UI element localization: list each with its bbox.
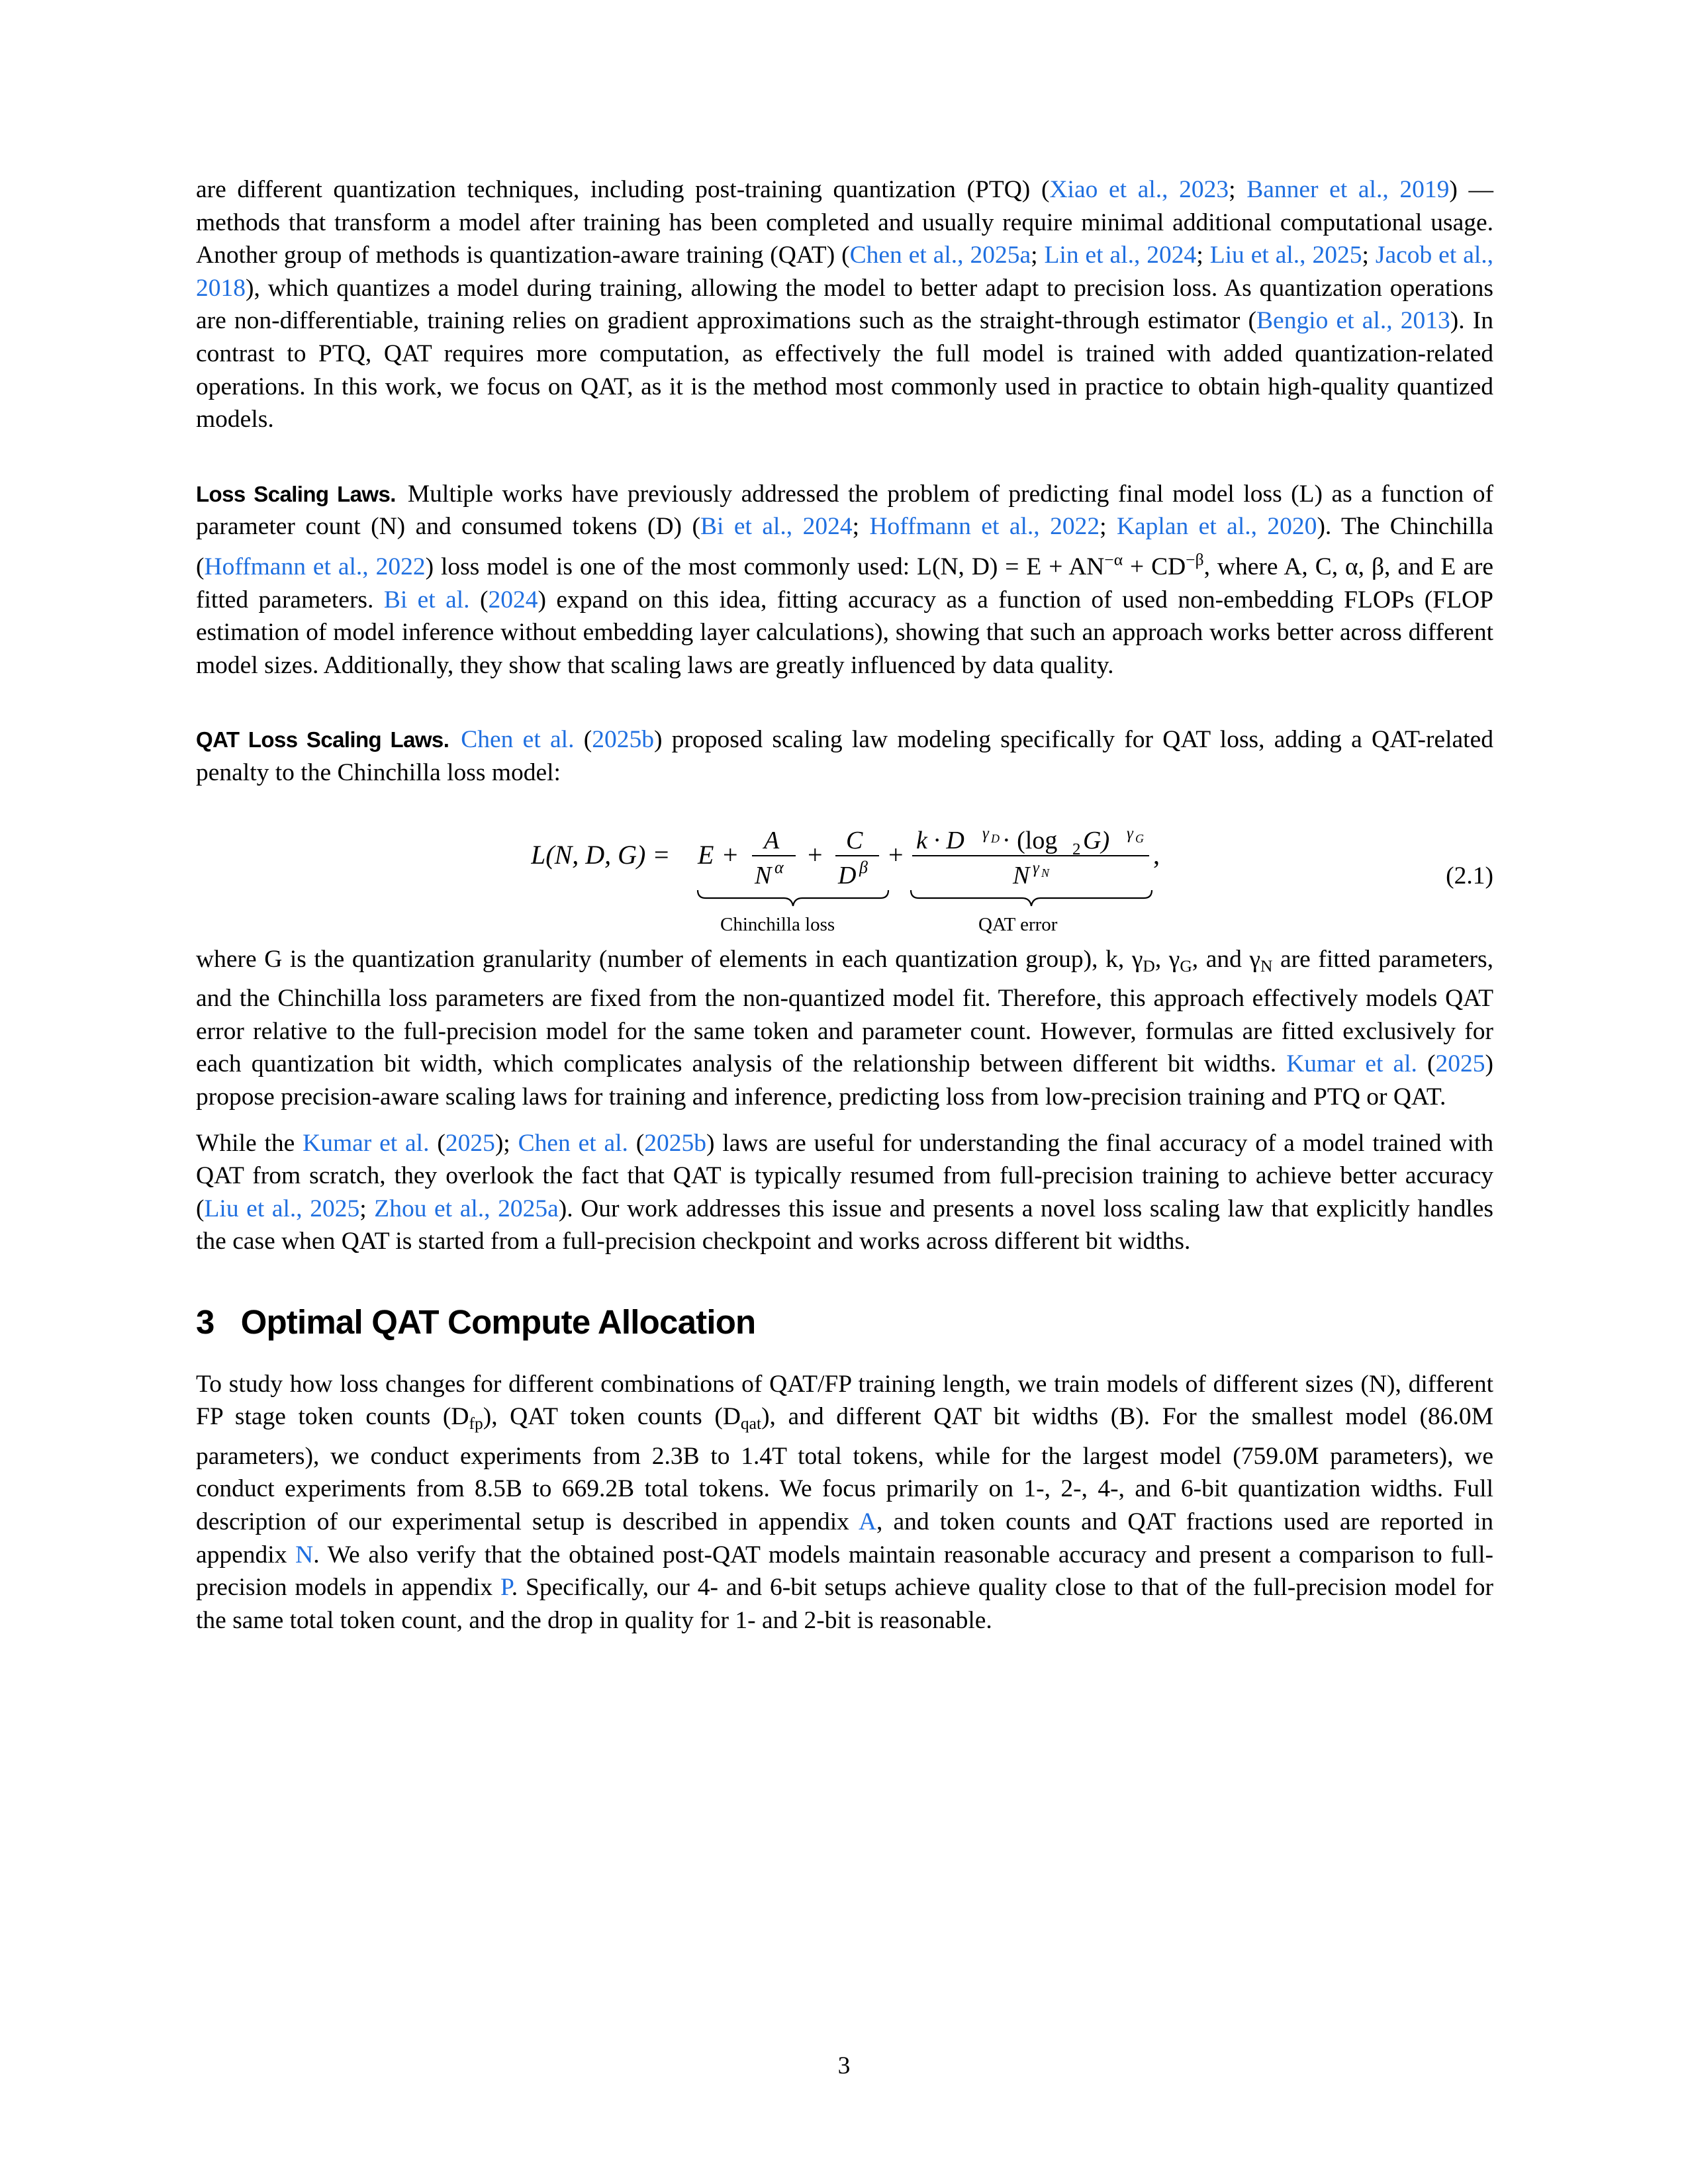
gamma-g-exp: γ [1127, 824, 1133, 842]
text-span: ) propose precision-aware scaling laws for training and inference, predicting loss from low-precision training and PTQ or QAT. [196, 1050, 1493, 1111]
subscript: N [1260, 956, 1273, 976]
citation-link[interactable]: Lin et al., 2024 [1044, 242, 1197, 269]
equation-lhs: L(N, D, G) = [531, 839, 671, 870]
citation-link[interactable]: Hoffmann et al., 2022 [869, 513, 1100, 541]
text-span: ) proposed scaling law modeling specifically for QAT loss, adding a QAT-related penalty to the Chinchilla loss model: [196, 726, 1493, 786]
citation-link[interactable]: 2024 [488, 586, 538, 614]
citation-link[interactable]: Kaplan et al., 2020 [1116, 513, 1317, 541]
section-number: 3 [196, 1302, 214, 1341]
page-number: 3 [837, 2052, 851, 2079]
equation-plus: + [723, 839, 738, 870]
loss-scaling-paragraph [196, 478, 1493, 682]
fraction-C-numerator: C [846, 826, 863, 854]
appendix-link[interactable]: P [500, 1574, 512, 1602]
subscript: qat [740, 1414, 762, 1433]
citation-link[interactable]: Kumar et al. [1286, 1050, 1417, 1078]
section-title: Optimal QAT Compute Allocation [240, 1302, 756, 1341]
text-span: ; [852, 513, 870, 541]
underbrace-chinchilla [698, 890, 888, 906]
equation-comma: , [1153, 839, 1160, 870]
text-span: , where A, C, α, β, and E are fitted parameters. [196, 553, 1493, 614]
chinchilla-loss-label: Chinchilla loss [720, 913, 835, 935]
text-span: ) loss model is one of the most commonly used: L(N, D) = E + AN [425, 553, 1105, 580]
qat-scaling-paragraph [196, 723, 1493, 789]
qat-numerator-mid: · (log [1002, 826, 1058, 854]
citation-link[interactable]: Chen et al. [518, 1129, 628, 1157]
citation-link[interactable]: Hoffmann et al., 2022 [204, 553, 426, 580]
appendix-link[interactable]: N [295, 1541, 314, 1569]
while-paragraph [196, 1127, 1493, 1258]
gamma-g-sub: G [1135, 831, 1144, 845]
citation-link[interactable]: Chen et al., 2025a [849, 242, 1031, 269]
text-span: ) laws are useful for understanding the final accuracy of a model trained with QAT from scratch, they overlook the fact that QAT is typically resumed from full-precision training to achieve better accuracy ( [196, 1129, 1493, 1222]
text-span: . We also verify that the obtained post-QAT models maintain reasonable accuracy and present a comparison to full-precision models in appendix [196, 1541, 1493, 1602]
text-span: ( [1417, 1050, 1436, 1078]
text-span: ) — methods that transform a model after training has been completed and usually require minimal additional computational usage. Another group of methods is quantization-aware training (QAT) ( [196, 176, 1493, 269]
run-in-heading: Loss Scaling Laws. [196, 481, 396, 506]
citation-link[interactable]: Xiao et al., 2023 [1049, 176, 1229, 203]
citation-link[interactable]: Bi et al. [383, 586, 470, 614]
text-span: . Specifically, our 4- and 6-bit setups achieve quality close to that of the full-precision model for the same total token count, and the drop in quality for 1- and 2-bit is reasonable. [196, 1574, 1493, 1634]
text-span: ; [1100, 513, 1117, 541]
fraction-A-denominator: N [755, 861, 772, 889]
text-span: are different quantization techniques, including post-training quantization (PTQ) ( [196, 176, 1050, 203]
text-span: ), which quantizes a model during training, allowing the model to better adapt to precision loss. As quantization operations are non-differentiable, training relies on gradient approximations such as the straight-through estimator ( [196, 274, 1493, 335]
equation-number: (2.1) [1446, 862, 1493, 889]
text-span: ( [574, 726, 592, 754]
text-span: To study how loss changes for different combinations of QAT/FP training length, we train models of different sizes (N), different FP stage token counts (D [196, 1370, 1493, 1431]
text-span: ; [1229, 176, 1247, 203]
beta-exponent: β [859, 857, 868, 877]
section-heading [196, 1302, 1493, 1341]
citation-link[interactable]: 2025 [1435, 1050, 1485, 1078]
citation-link[interactable]: Bengio et al., 2013 [1256, 307, 1450, 335]
section-paragraph [196, 1368, 1493, 1637]
text-span: ) expand on this idea, fitting accuracy as a function of used non-embedding FLOPs (FLOP estimation of model inference without embedding layer calculations), showing that such an approach works better across different model sizes. Additionally, they show that scaling laws are greatly influenced by data quality. [196, 586, 1493, 679]
citation-link[interactable]: Liu et al., 2025 [204, 1195, 360, 1222]
run-in-heading: QAT Loss Scaling Laws. [196, 727, 449, 752]
text-span: ), QAT token counts (D [483, 1403, 741, 1431]
text-span: , γ [1154, 945, 1180, 973]
text-span: ( [429, 1129, 445, 1157]
equation-plus: + [888, 839, 904, 870]
equation-E: E [698, 839, 714, 870]
qat-denominator-N: N [1013, 861, 1030, 889]
text-span: ), and different QAT bit widths (B). For the smallest model (86.0M parameters), we conduct experiments from 2.3B to 1.4T total tokens, while for the largest model (759.0M parameters), we conduct experiments from 8.5B to 669.2B total tokens. We focus primarily on 1-, 2-, 4-, and 6-bit quantization widths. Full description of our experimental setup is described in appendix [196, 1403, 1493, 1536]
text-span: ). The Chinchilla ( [196, 513, 1494, 580]
appendix-link[interactable]: A [858, 1508, 877, 1536]
text-span: ( [628, 1129, 645, 1157]
citation-link[interactable]: 2025 [445, 1129, 495, 1157]
text-span: , and token counts and QAT fractions used are reported in appendix [196, 1508, 1493, 1569]
citation-link[interactable]: 2025b [644, 1129, 707, 1157]
text-span: + CD [1123, 553, 1186, 580]
text-span: ( [469, 586, 489, 614]
text-span: , and γ [1192, 945, 1261, 973]
text-span: ; [1196, 242, 1210, 269]
text-span: ). Our work addresses this issue and presents a novel loss scaling law that explicitly handles the case when QAT is started from a full-precision checkpoint and works across different bit widths. [196, 1195, 1493, 1255]
text-span: are fitted parameters, and the Chinchilla loss parameters are fixed from the non-quantized model fit. Therefore, this approach effectively models QAT error relative to the full-precision model for the same token and parameter count. However, formulas are fitted exclusively for each quantization bit width, which complicates analysis of the relationship between different bit widths. [196, 945, 1493, 1078]
intro-paragraph [196, 173, 1493, 436]
citation-link[interactable]: Banner et al., 2019 [1246, 176, 1450, 203]
qat-numerator-k: k · D [916, 826, 964, 854]
text-span: ). In contrast to PTQ, QAT requires more computation, as effectively the full model is trained with added quantization-related operations. In this work, we focus on QAT, as it is the method most commonly used in practice to obtain high-quality quantized models. [196, 307, 1493, 433]
exponent: −α [1104, 549, 1123, 569]
text-span: While the [196, 1129, 303, 1157]
citation-link[interactable]: Jacob et al., 2018 [196, 242, 1494, 302]
page-body [196, 173, 1493, 1637]
citation-link[interactable]: Kumar et al. [303, 1129, 430, 1157]
gamma-d-sub: D [991, 831, 1000, 845]
text-span: ; [1362, 242, 1376, 269]
citation-link[interactable]: Chen et al. [461, 726, 575, 754]
gamma-n-exp: γ [1033, 858, 1039, 877]
subscript: D [1143, 956, 1155, 976]
gamma-d-exp: γ [982, 824, 989, 842]
equation-2-1 [196, 803, 1493, 935]
citation-link[interactable]: Liu et al., 2025 [1209, 242, 1362, 269]
alpha-exponent: α [774, 857, 784, 877]
citation-link[interactable]: Bi et al., 2024 [700, 513, 853, 541]
underbrace-qat [911, 890, 1152, 906]
text-span: ; [1031, 242, 1045, 269]
citation-link[interactable]: 2025b [592, 726, 654, 754]
fraction-C-denominator: D [838, 861, 857, 889]
after-equation-paragraph [196, 943, 1493, 1114]
text-span: Multiple works have previously addressed the problem of predicting final model loss (L) as a function of parameter count (N) and consumed tokens (D) ( [196, 480, 1493, 541]
qat-error-label: QAT error [978, 913, 1058, 935]
exponent: −β [1186, 549, 1204, 569]
subscript: fp [469, 1414, 483, 1433]
citation-link[interactable]: Zhou et al., 2025a [374, 1195, 559, 1222]
gamma-n-sub: N [1041, 866, 1050, 880]
text-span: ); [494, 1129, 518, 1157]
equation-svg [531, 812, 1418, 911]
equation-plus: + [808, 839, 823, 870]
text-span: ; [359, 1195, 375, 1222]
log-base-sub: 2 [1072, 840, 1081, 858]
text-span: where G is the quantization granularity (number of elements in each quantization group), k, γ [196, 945, 1143, 973]
qat-numerator-G: G) [1083, 826, 1110, 854]
fraction-A-numerator: A [764, 826, 780, 854]
subscript: G [1180, 956, 1192, 976]
